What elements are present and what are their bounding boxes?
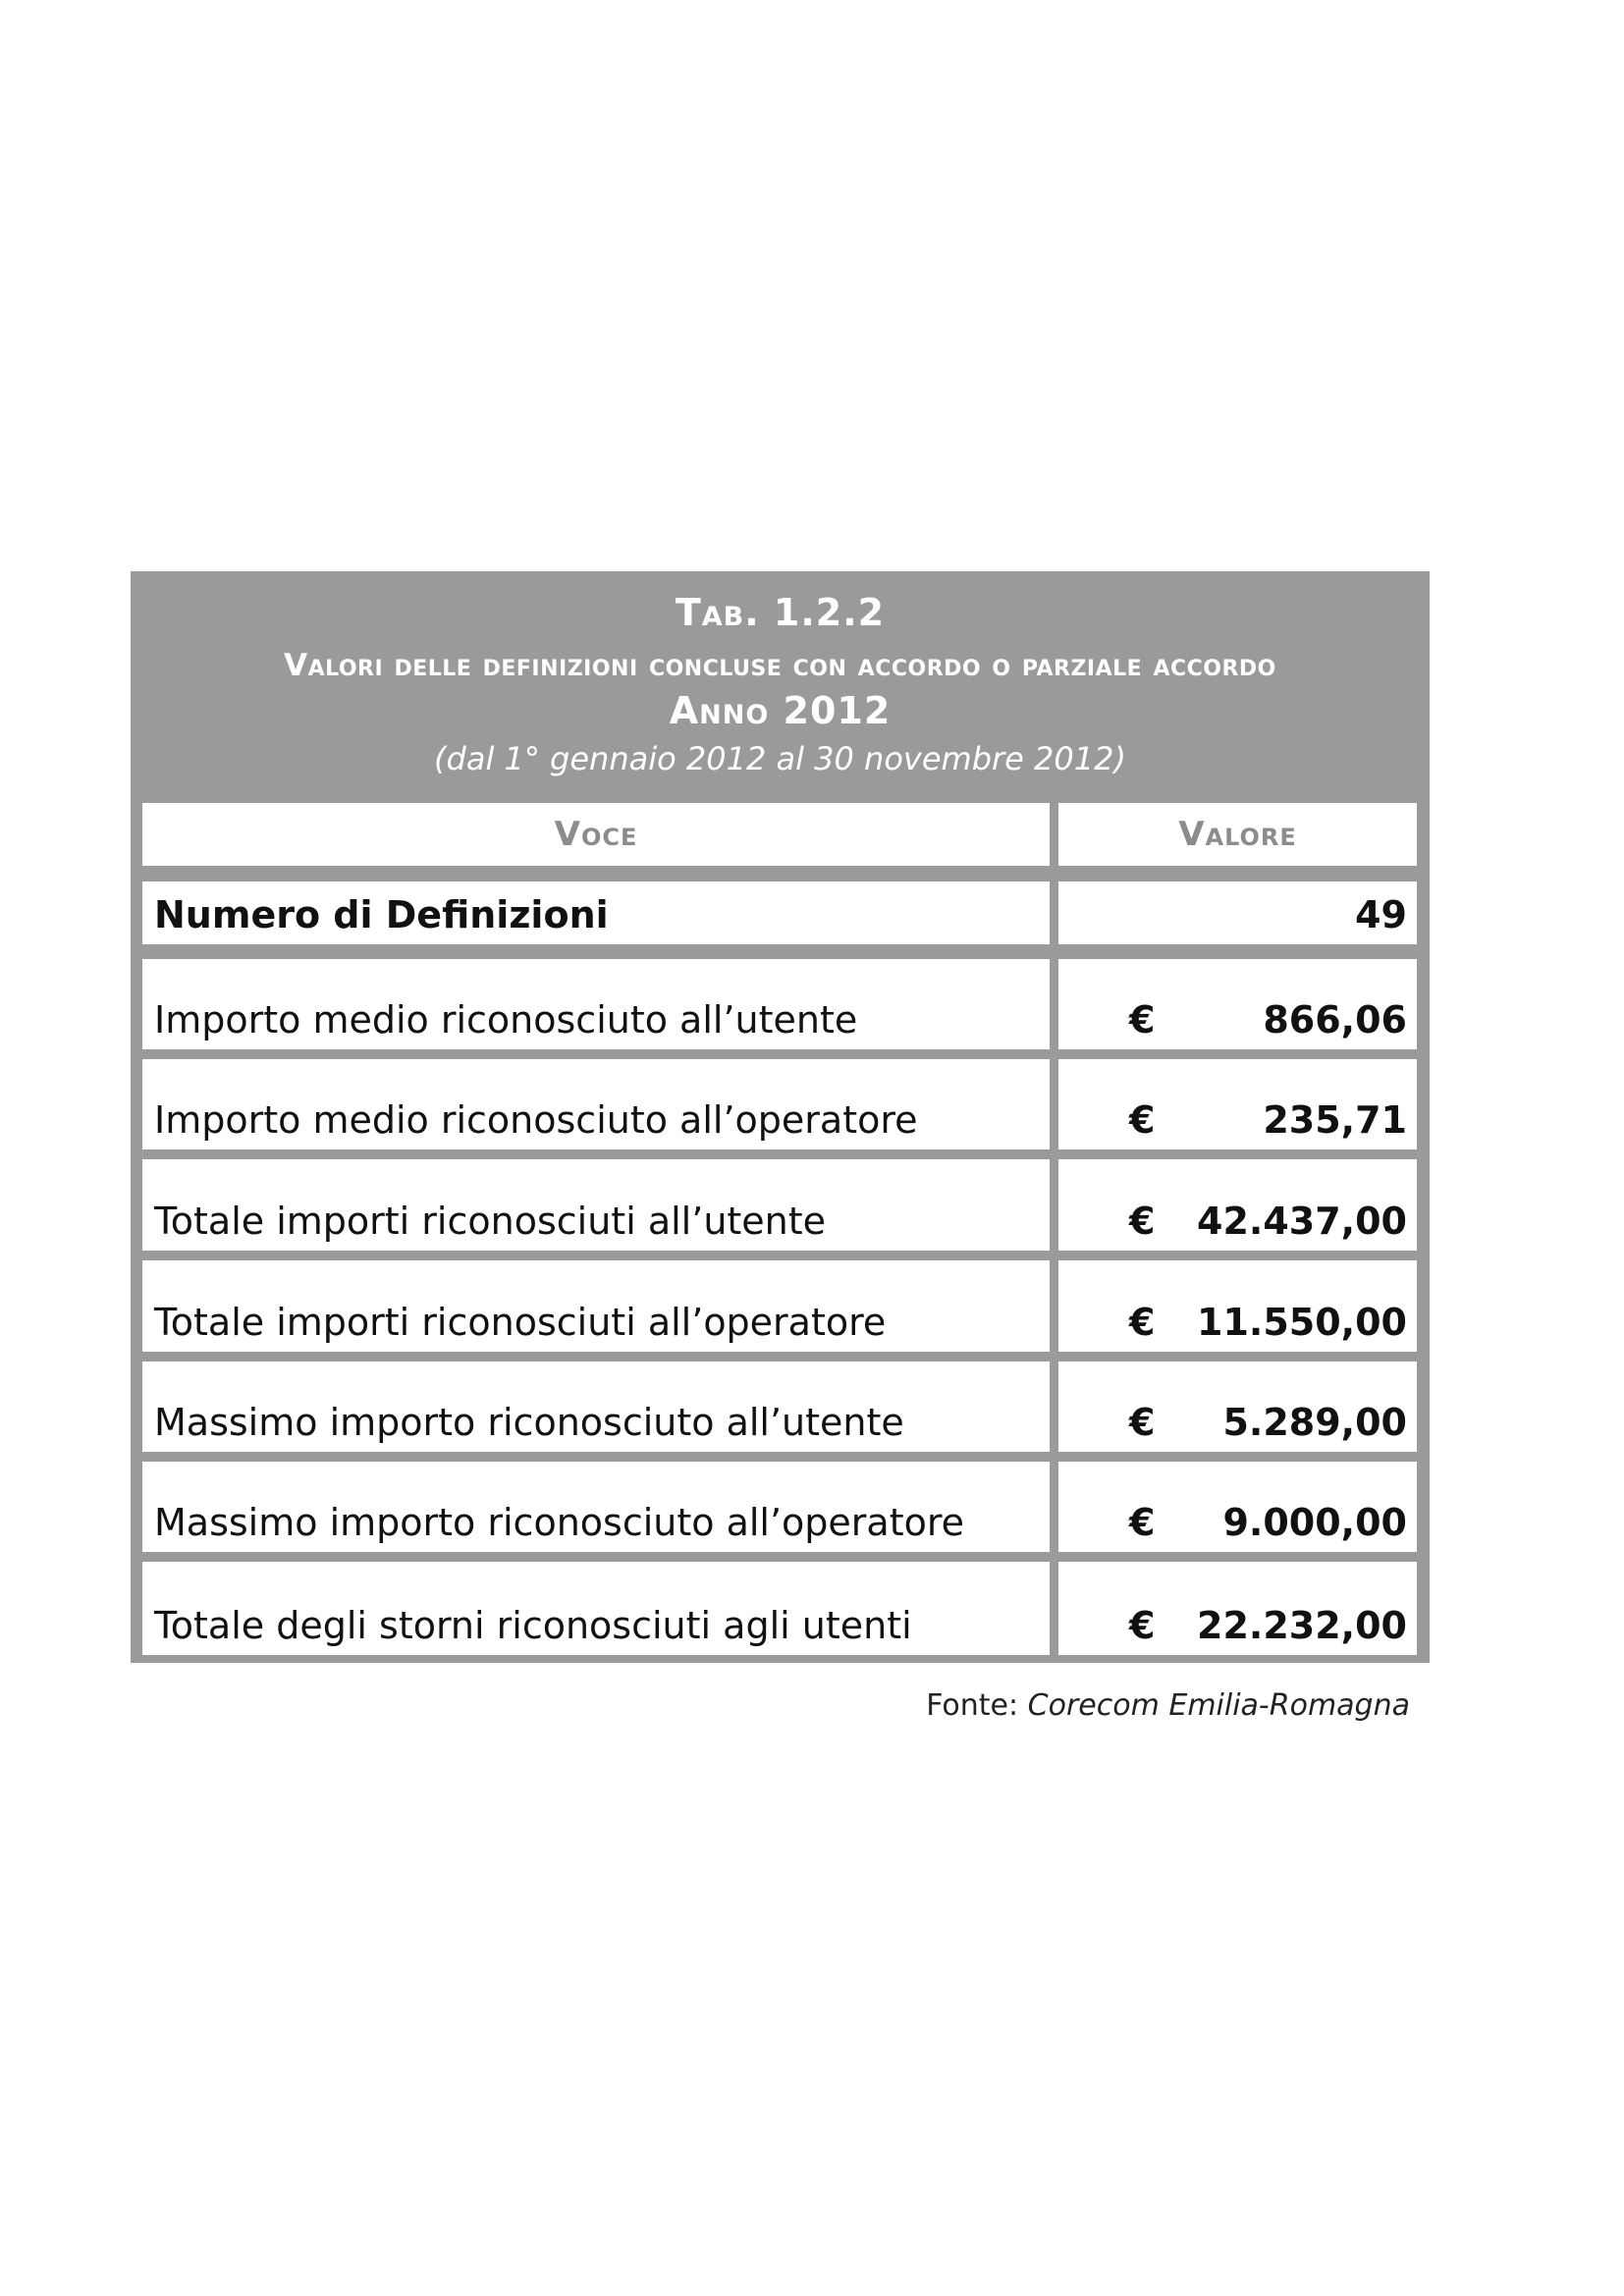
- row-label: Numero di Definizioni: [154, 893, 609, 936]
- table-row-value-cell: [1058, 1260, 1417, 1352]
- source-note: [926, 1688, 1410, 1723]
- row-value: 9.000,00: [1222, 1501, 1407, 1544]
- table-row-value-cell: [1058, 1362, 1417, 1452]
- table-caption: [131, 571, 1430, 797]
- row-value: 11.550,00: [1197, 1301, 1407, 1344]
- row-label: Importo medio riconosciuto all’utente: [154, 998, 858, 1041]
- source-name: Corecom Emilia-Romagna: [1027, 1688, 1410, 1723]
- table-period: (dal 1° gennaio 2012 al 30 novembre 2012): [434, 740, 1126, 777]
- table-row-label-cell: [142, 1462, 1050, 1552]
- table-row-label-cell: [142, 1562, 1050, 1655]
- table-row-value-cell: [1058, 959, 1417, 1049]
- currency-symbol: €: [1129, 1401, 1156, 1444]
- currency-symbol: €: [1129, 1501, 1156, 1544]
- table-row-value-cell: [1058, 881, 1417, 944]
- row-value: 5.289,00: [1222, 1401, 1407, 1444]
- row-label: Massimo importo riconosciuto all’operatore: [154, 1501, 965, 1544]
- table-number: Tab. 1.2.2: [675, 591, 886, 634]
- row-value: 235,71: [1263, 1098, 1407, 1142]
- row-label: Massimo importo riconosciuto all’utente: [154, 1401, 904, 1444]
- table-row-label-cell: [142, 1260, 1050, 1352]
- source-prefix: Fonte:: [926, 1688, 1028, 1723]
- table-row-value-cell: [1058, 1562, 1417, 1655]
- table-title: Valori delle definizioni concluse con accordo o parziale accordo: [284, 648, 1276, 683]
- table-row-value-cell: [1058, 1462, 1417, 1552]
- currency-symbol: €: [1129, 1301, 1156, 1344]
- table-row-label-cell: [142, 959, 1050, 1049]
- row-value: 49: [1355, 893, 1407, 936]
- row-value: 22.232,00: [1197, 1604, 1407, 1647]
- row-label: Totale degli storni riconosciuti agli utenti: [154, 1604, 912, 1647]
- table-row-value-cell: [1058, 1059, 1417, 1149]
- row-value: 42.437,00: [1197, 1200, 1407, 1243]
- column-header-valore: Valore: [1058, 803, 1417, 866]
- table-row-label-cell: [142, 1362, 1050, 1452]
- table-row-label-cell: [142, 1059, 1050, 1149]
- currency-symbol: €: [1129, 1200, 1156, 1243]
- currency-symbol: €: [1129, 1604, 1156, 1647]
- row-label: Totale importi riconosciuti all’operatore: [154, 1301, 887, 1344]
- column-header-voce: Voce: [142, 803, 1050, 866]
- currency-symbol: €: [1129, 1098, 1156, 1142]
- table-row-label-cell: [142, 881, 1050, 944]
- row-value: 866,06: [1263, 998, 1407, 1041]
- data-table: [131, 571, 1430, 1663]
- row-label: Importo medio riconosciuto all’operatore: [154, 1098, 918, 1142]
- table-row-value-cell: [1058, 1159, 1417, 1251]
- table-year: Anno 2012: [669, 689, 892, 732]
- currency-symbol: €: [1129, 998, 1156, 1041]
- table-row-label-cell: [142, 1159, 1050, 1251]
- row-label: Totale importi riconosciuti all’utente: [154, 1200, 827, 1243]
